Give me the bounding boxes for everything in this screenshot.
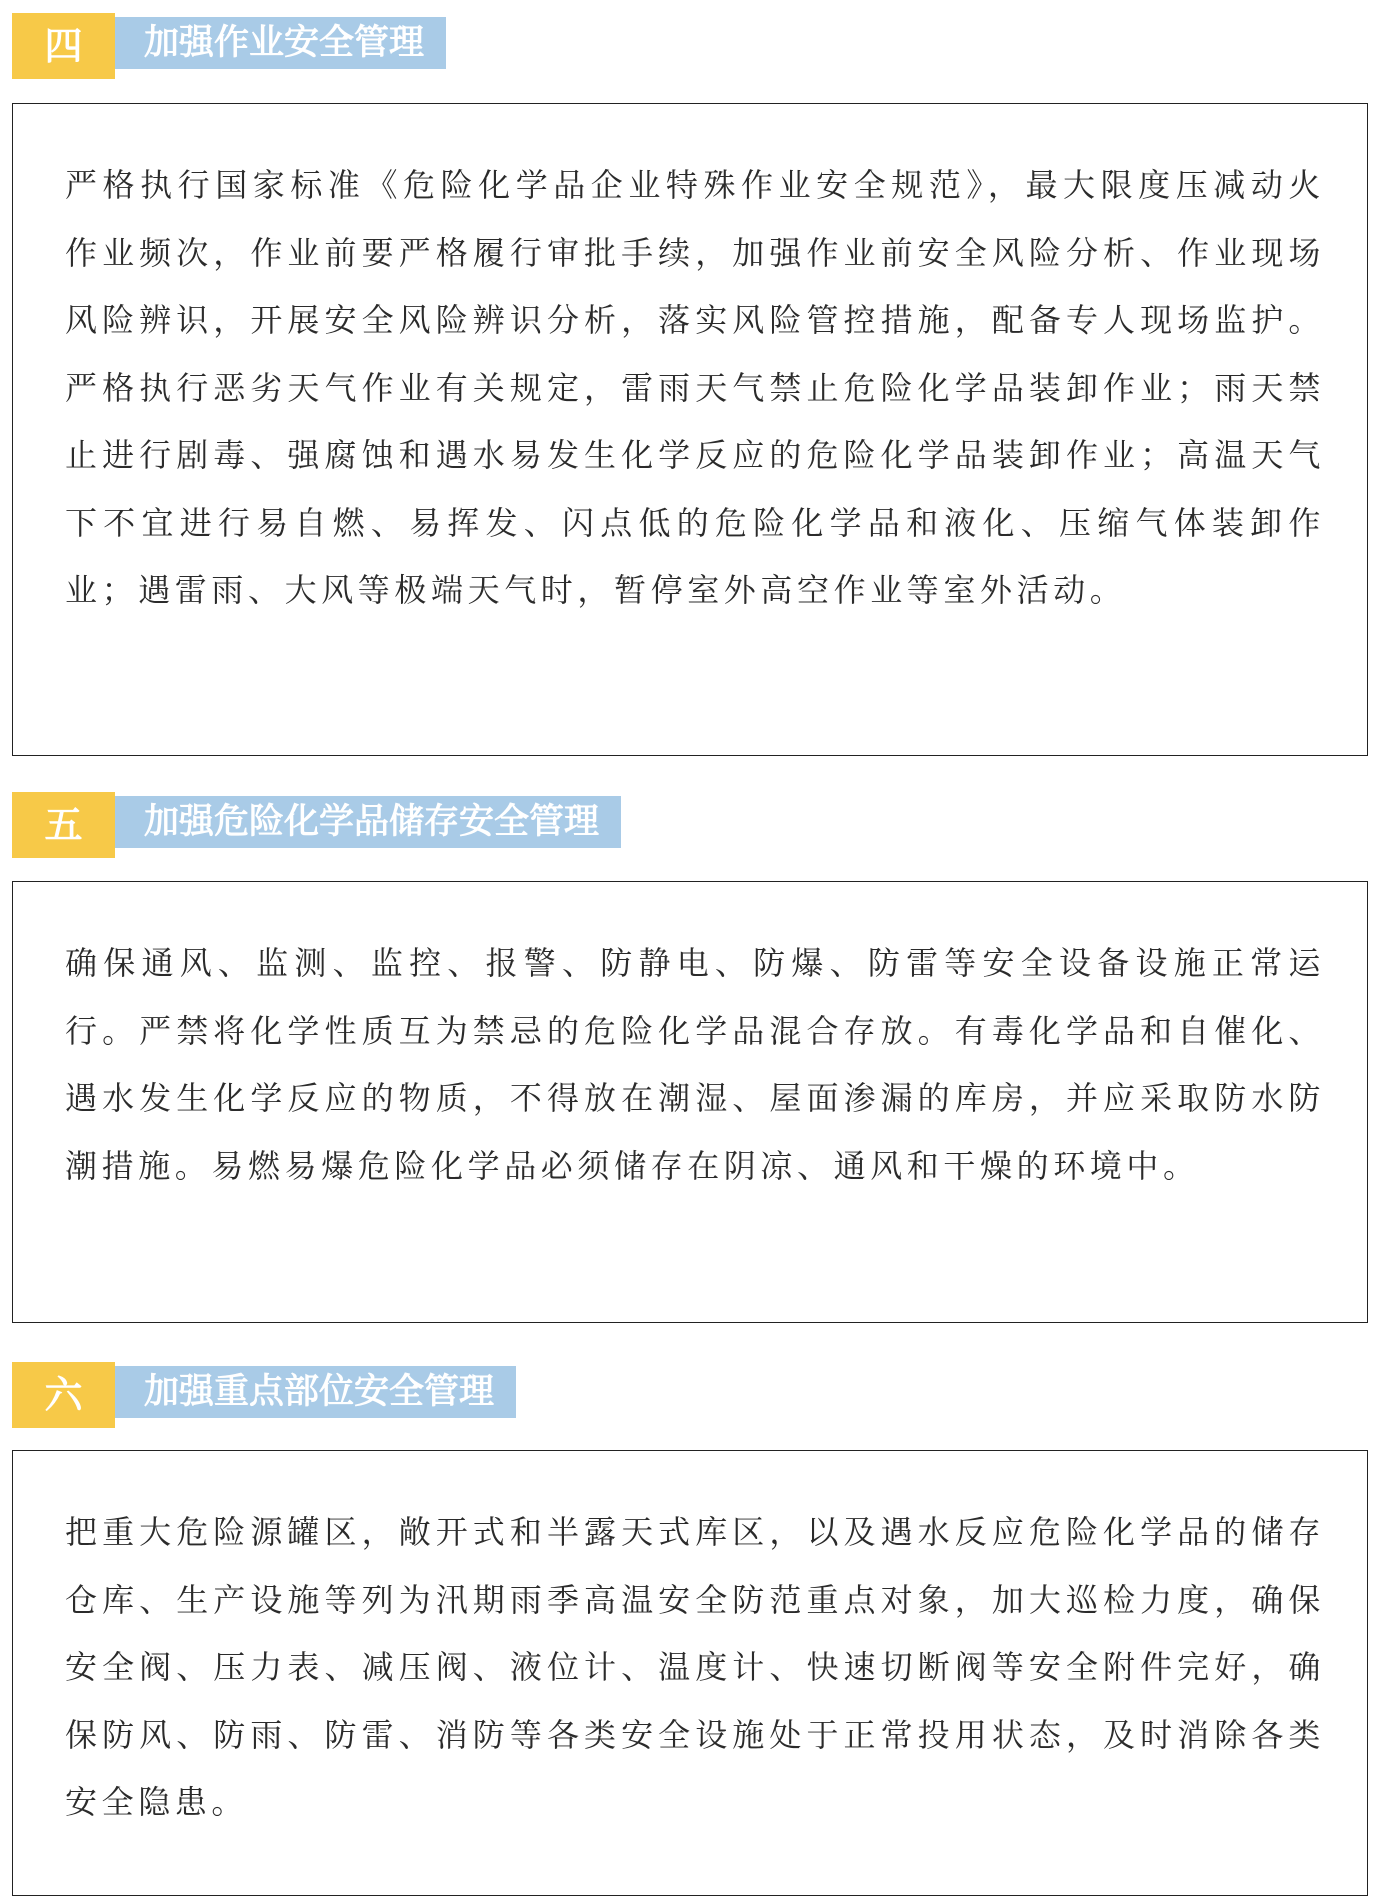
section-number-badge: 四 xyxy=(12,13,115,79)
section-number-badge: 五 xyxy=(12,792,115,858)
section-5 xyxy=(12,792,1368,1185)
section-title: 加强作业安全管理 xyxy=(115,17,446,69)
section-number-badge: 六 xyxy=(12,1362,115,1428)
section-content-box xyxy=(12,1450,1368,1896)
section-content-box xyxy=(12,103,1368,756)
section-title: 加强重点部位安全管理 xyxy=(115,1366,516,1418)
section-4 xyxy=(12,13,1368,609)
section-header xyxy=(12,13,1368,79)
section-body-text: 确保通风、监测、监控、报警、防静电、防爆、防雷等安全设备设施正常运行。严禁将化学性质互为禁忌的危险化学品混合存放。有毒化学品和自催化、遇水发生化学反应的物质，不得放在潮湿、屋面渗漏的库房，并应采取防水防潮措施。易燃易爆危险化学品必须储存在阴凉、通风和干燥的环境中。 xyxy=(65,944,1325,1185)
section-body-text: 严格执行国家标准《危险化学品企业特殊作业安全规范》，最大限度压减动火作业频次，作业前要严格履行审批手续，加强作业前安全风险分析、作业现场风险辨识，开展安全风险辨识分析，落实风险管控措施，配备专人现场监护。严格执行恶劣天气作业有关规定，雷雨天气禁止危险化学品装卸作业；雨天禁止进行剧毒、强腐蚀和遇水易发生化学反应的危险化学品装卸作业；高温天气下不宜进行易自燃、易挥发、闪点低的危险化学品和液化、压缩气体装卸作业；遇雷雨、大风等极端天气时，暂停室外高空作业等室外活动。 xyxy=(65,166,1325,609)
section-title: 加强危险化学品储存安全管理 xyxy=(115,796,621,848)
section-header xyxy=(12,792,1368,858)
section-6 xyxy=(12,1362,1368,1821)
section-content-box xyxy=(12,881,1368,1323)
section-body-text: 把重大危险源罐区，敞开式和半露天式库区，以及遇水反应危险化学品的储存仓库、生产设施等列为汛期雨季高温安全防范重点对象，加大巡检力度，确保安全阀、压力表、减压阀、液位计、温度计、快速切断阀等安全附件完好，确保防风、防雨、防雷、消防等各类安全设施处于正常投用状态，及时消除各类安全隐患。 xyxy=(65,1513,1325,1821)
section-header xyxy=(12,1362,1368,1428)
